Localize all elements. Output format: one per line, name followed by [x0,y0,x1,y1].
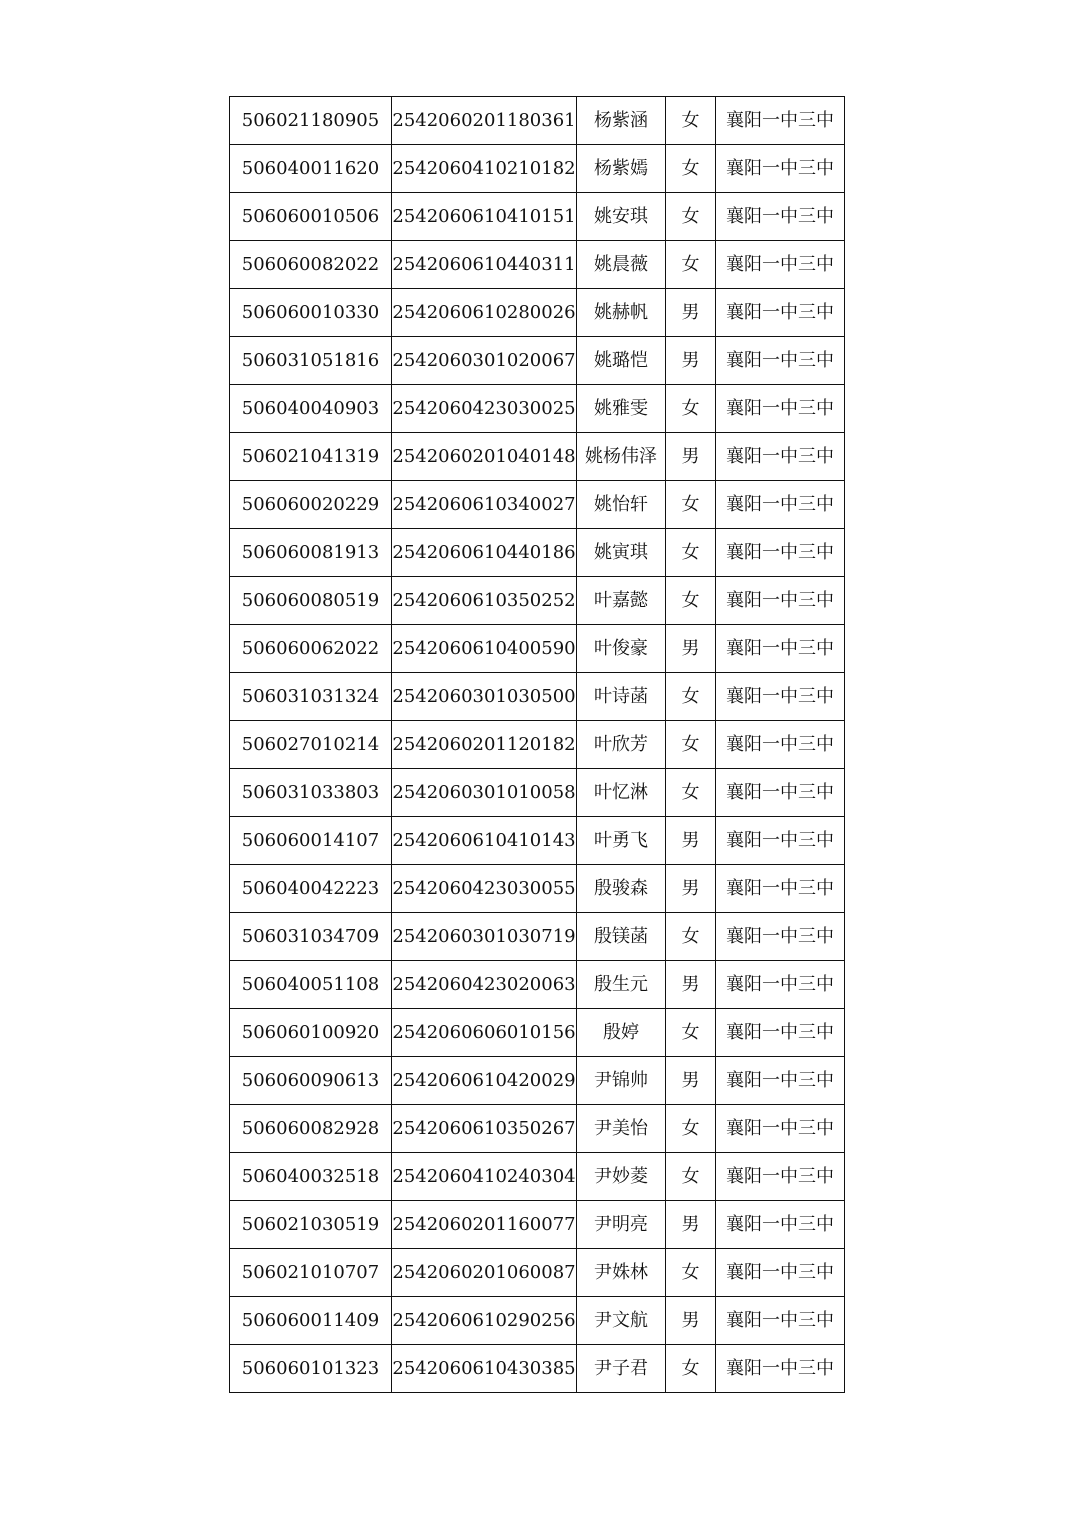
student-name-cell: 殷婷 [577,1009,666,1057]
gender-cell: 男 [666,1297,716,1345]
student-id-cell: 2542060610420029 [392,1057,577,1105]
school-cell: 襄阳一中三中 [716,241,845,289]
exam-number-cell: 506031031324 [230,673,392,721]
school-cell: 襄阳一中三中 [716,1249,845,1297]
gender-cell: 女 [666,193,716,241]
gender-cell: 男 [666,865,716,913]
table-row [230,385,845,433]
student-id-cell: 2542060410240304 [392,1153,577,1201]
school-cell: 襄阳一中三中 [716,1345,845,1393]
school-cell: 襄阳一中三中 [716,913,845,961]
exam-number-cell: 506060101323 [230,1345,392,1393]
student-id-cell: 2542060301030719 [392,913,577,961]
school-cell: 襄阳一中三中 [716,865,845,913]
exam-number-cell: 506060081913 [230,529,392,577]
gender-cell: 女 [666,145,716,193]
table-row [230,1297,845,1345]
school-cell: 襄阳一中三中 [716,673,845,721]
student-name-cell: 姚杨伟泽 [577,433,666,481]
student-id-cell: 2542060610410151 [392,193,577,241]
exam-number-cell: 506040011620 [230,145,392,193]
table-row [230,673,845,721]
exam-number-cell: 506060010506 [230,193,392,241]
student-name-cell: 姚晨薇 [577,241,666,289]
gender-cell: 女 [666,529,716,577]
exam-number-cell: 506040040903 [230,385,392,433]
student-id-cell: 2542060201180361 [392,97,577,145]
gender-cell: 男 [666,337,716,385]
gender-cell: 女 [666,241,716,289]
table-row [230,193,845,241]
gender-cell: 女 [666,385,716,433]
exam-number-cell: 506060100920 [230,1009,392,1057]
table-row [230,1345,845,1393]
student-id-cell: 2542060201040148 [392,433,577,481]
student-id-cell: 2542060610410143 [392,817,577,865]
exam-number-cell: 506060082022 [230,241,392,289]
gender-cell: 男 [666,1057,716,1105]
exam-number-cell: 506031034709 [230,913,392,961]
student-id-cell: 2542060610400590 [392,625,577,673]
exam-number-cell: 506031033803 [230,769,392,817]
student-id-cell: 2542060301010058 [392,769,577,817]
student-id-cell: 2542060410210182 [392,145,577,193]
gender-cell: 女 [666,1105,716,1153]
student-id-cell: 2542060301020067 [392,337,577,385]
gender-cell: 男 [666,961,716,1009]
student-name-cell: 杨紫涵 [577,97,666,145]
school-cell: 襄阳一中三中 [716,1297,845,1345]
student-roster-table [229,96,845,1393]
table-row [230,961,845,1009]
student-name-cell: 尹文航 [577,1297,666,1345]
student-name-cell: 叶欣芳 [577,721,666,769]
gender-cell: 女 [666,1249,716,1297]
roster-body [230,97,845,1393]
exam-number-cell: 506060080519 [230,577,392,625]
student-name-cell: 尹子君 [577,1345,666,1393]
student-id-cell: 2542060610340027 [392,481,577,529]
gender-cell: 男 [666,433,716,481]
gender-cell: 男 [666,817,716,865]
student-name-cell: 殷镁菡 [577,913,666,961]
student-id-cell: 2542060610290256 [392,1297,577,1345]
gender-cell: 男 [666,625,716,673]
gender-cell: 女 [666,1153,716,1201]
table-row [230,97,845,145]
table-row [230,337,845,385]
student-name-cell: 姚寅琪 [577,529,666,577]
student-id-cell: 2542060201120182 [392,721,577,769]
exam-number-cell: 506021010707 [230,1249,392,1297]
student-name-cell: 殷生元 [577,961,666,1009]
school-cell: 襄阳一中三中 [716,289,845,337]
school-cell: 襄阳一中三中 [716,769,845,817]
student-name-cell: 姚怡轩 [577,481,666,529]
exam-number-cell: 506040032518 [230,1153,392,1201]
student-name-cell: 叶俊豪 [577,625,666,673]
gender-cell: 女 [666,721,716,769]
exam-number-cell: 506060082928 [230,1105,392,1153]
gender-cell: 男 [666,1201,716,1249]
student-name-cell: 尹锦帅 [577,1057,666,1105]
student-name-cell: 尹美怡 [577,1105,666,1153]
student-id-cell: 2542060610350267 [392,1105,577,1153]
school-cell: 襄阳一中三中 [716,145,845,193]
table-row [230,433,845,481]
table-row [230,1153,845,1201]
gender-cell: 女 [666,1345,716,1393]
table-row [230,289,845,337]
gender-cell: 女 [666,577,716,625]
student-name-cell: 姚赫帆 [577,289,666,337]
gender-cell: 女 [666,673,716,721]
student-id-cell: 2542060606010156 [392,1009,577,1057]
student-name-cell: 杨紫嫣 [577,145,666,193]
school-cell: 襄阳一中三中 [716,1057,845,1105]
table-row [230,1009,845,1057]
gender-cell: 女 [666,97,716,145]
school-cell: 襄阳一中三中 [716,433,845,481]
school-cell: 襄阳一中三中 [716,961,845,1009]
school-cell: 襄阳一中三中 [716,1201,845,1249]
table-row [230,145,845,193]
student-id-cell: 2542060423030055 [392,865,577,913]
table-row [230,625,845,673]
student-id-cell: 2542060610350252 [392,577,577,625]
school-cell: 襄阳一中三中 [716,1105,845,1153]
table-row [230,529,845,577]
exam-number-cell: 506021041319 [230,433,392,481]
gender-cell: 女 [666,769,716,817]
table-row [230,721,845,769]
exam-number-cell: 506060090613 [230,1057,392,1105]
table-row [230,1249,845,1297]
school-cell: 襄阳一中三中 [716,1009,845,1057]
exam-number-cell: 506021030519 [230,1201,392,1249]
exam-number-cell: 506027010214 [230,721,392,769]
table-row [230,865,845,913]
student-id-cell: 2542060423030025 [392,385,577,433]
school-cell: 襄阳一中三中 [716,817,845,865]
student-id-cell: 2542060610440186 [392,529,577,577]
exam-number-cell: 506060014107 [230,817,392,865]
table-row [230,1105,845,1153]
student-id-cell: 2542060610440311 [392,241,577,289]
student-id-cell: 2542060423020063 [392,961,577,1009]
exam-number-cell: 506060011409 [230,1297,392,1345]
table-row [230,1057,845,1105]
student-id-cell: 2542060610430385 [392,1345,577,1393]
student-id-cell: 2542060610280026 [392,289,577,337]
school-cell: 襄阳一中三中 [716,721,845,769]
school-cell: 襄阳一中三中 [716,577,845,625]
exam-number-cell: 506040042223 [230,865,392,913]
gender-cell: 男 [666,289,716,337]
gender-cell: 女 [666,481,716,529]
student-name-cell: 叶勇飞 [577,817,666,865]
school-cell: 襄阳一中三中 [716,1153,845,1201]
gender-cell: 女 [666,1009,716,1057]
student-name-cell: 姚雅雯 [577,385,666,433]
student-name-cell: 叶诗菡 [577,673,666,721]
table-row [230,481,845,529]
student-name-cell: 叶忆淋 [577,769,666,817]
table-row [230,769,845,817]
student-id-cell: 2542060201160077 [392,1201,577,1249]
school-cell: 襄阳一中三中 [716,481,845,529]
table-row [230,577,845,625]
student-name-cell: 姚安琪 [577,193,666,241]
student-name-cell: 尹妙菱 [577,1153,666,1201]
school-cell: 襄阳一中三中 [716,625,845,673]
exam-number-cell: 506060062022 [230,625,392,673]
school-cell: 襄阳一中三中 [716,385,845,433]
exam-number-cell: 506021180905 [230,97,392,145]
student-id-cell: 2542060301030500 [392,673,577,721]
student-name-cell: 殷骏森 [577,865,666,913]
gender-cell: 女 [666,913,716,961]
table-row [230,1201,845,1249]
exam-number-cell: 506060010330 [230,289,392,337]
student-name-cell: 尹明亮 [577,1201,666,1249]
student-name-cell: 叶嘉懿 [577,577,666,625]
student-id-cell: 2542060201060087 [392,1249,577,1297]
school-cell: 襄阳一中三中 [716,97,845,145]
table-row [230,913,845,961]
exam-number-cell: 506060020229 [230,481,392,529]
exam-number-cell: 506040051108 [230,961,392,1009]
school-cell: 襄阳一中三中 [716,193,845,241]
table-row [230,241,845,289]
school-cell: 襄阳一中三中 [716,337,845,385]
student-name-cell: 姚璐恺 [577,337,666,385]
student-name-cell: 尹姝林 [577,1249,666,1297]
exam-number-cell: 506031051816 [230,337,392,385]
table-row [230,817,845,865]
school-cell: 襄阳一中三中 [716,529,845,577]
